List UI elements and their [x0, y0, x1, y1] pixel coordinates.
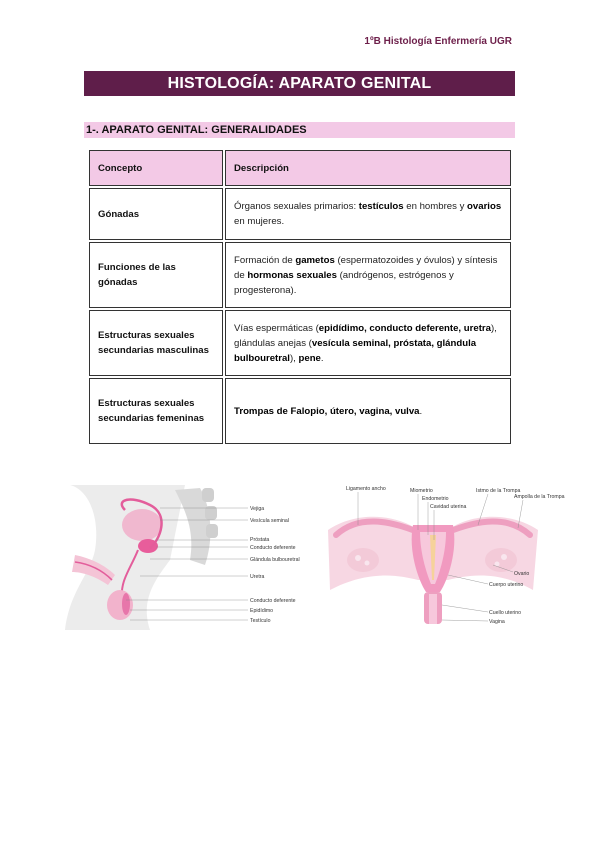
description-text: en mujeres. — [234, 216, 285, 227]
table-row — [89, 242, 511, 308]
description-bold-text: testículos — [358, 201, 404, 212]
label-conducto-deferente-2: Conducto deferente — [250, 598, 296, 604]
label-vesicula-seminal: Vesícula seminal — [250, 518, 289, 524]
description-text: en hombres y — [403, 201, 468, 212]
label-vagina: Vagina — [489, 619, 505, 625]
male-reproductive-diagram — [60, 480, 305, 635]
description-bold-text: vesícula seminal, próstata, glándula bulbouretral — [234, 337, 477, 364]
label-miometrio: Miometrio — [410, 488, 433, 494]
description-bold-text: hormonas sexuales — [247, 269, 337, 281]
label-glandula-bulbouretral: Glándula bulbouretral — [250, 557, 300, 563]
column-header-concepto: Concepto — [89, 150, 223, 186]
label-ligamento-ancho: Ligamento ancho — [346, 486, 386, 492]
label-cavidad-uterina: Cavidad uterina — [430, 504, 467, 510]
description-cell — [225, 310, 511, 376]
description-cell — [225, 378, 511, 444]
description-text: . — [320, 352, 324, 364]
description-bold-text: gametos — [295, 254, 335, 266]
table-row — [89, 310, 511, 376]
description-text: Vías espermáticas ( — [234, 322, 319, 334]
description-text: (andrógenos, estrógenos y progesterona). — [234, 269, 454, 296]
description-text: . — [419, 405, 423, 417]
page-title: HISTOLOGÍA: APARATO GENITAL — [84, 71, 515, 96]
female-reproductive-diagram — [318, 480, 565, 632]
label-istmo-trompa: Istmo de la Trompa — [476, 488, 521, 494]
description-cell — [225, 242, 511, 308]
concept-cell: Estructuras sexuales secundarias masculinas — [89, 310, 223, 376]
concept-cell: Gónadas — [89, 188, 223, 240]
label-endometrio: Endometrio — [422, 496, 449, 502]
description-text: (espermatozoides y óvulos) y síntesis de — [234, 254, 498, 281]
section-heading: 1-. APARATO GENITAL: GENERALIDADES — [84, 122, 515, 138]
table-header-row — [89, 150, 511, 186]
concept-cell: Funciones de las gónadas — [89, 242, 223, 308]
label-ampolla-trompa: Ampolla de la Trompa — [514, 494, 565, 500]
label-epididimo: Epidídimo — [250, 608, 274, 614]
description-bold-text: epidídimo, conducto deferente, uretra — [318, 322, 491, 334]
description-cell — [225, 188, 511, 240]
label-vejiga: Vejiga — [250, 506, 265, 512]
table-row — [89, 188, 511, 240]
description-text: ), glándulas anejas ( — [234, 322, 497, 349]
description-text: Formación de — [234, 254, 296, 266]
description-text: ), — [289, 352, 299, 364]
description-text: Órganos sexuales primarios: — [234, 201, 359, 212]
column-header-descripcion: Descripción — [225, 150, 511, 186]
label-cuerpo-uterino: Cuerpo uterino — [489, 582, 524, 588]
table-row — [89, 378, 511, 444]
description-bold-text: pene — [298, 352, 321, 364]
concepts-table — [87, 148, 513, 446]
description-bold-text: Trompas de Falopio, útero, vagina, vulva — [234, 405, 420, 417]
label-uretra: Uretra — [250, 574, 265, 580]
label-testiculo: Testículo — [250, 618, 271, 624]
label-conducto-deferente: Conducto deferente — [250, 545, 296, 551]
label-cuello-uterino: Cuello uterino — [489, 610, 522, 616]
label-prostata: Próstata — [250, 537, 270, 543]
label-ovario: Ovario — [514, 571, 530, 577]
description-bold-text: ovarios — [467, 201, 502, 212]
course-note: 1ºB Histología Enfermería UGR — [364, 36, 512, 47]
concept-cell: Estructuras sexuales secundarias femeninas — [89, 378, 223, 444]
